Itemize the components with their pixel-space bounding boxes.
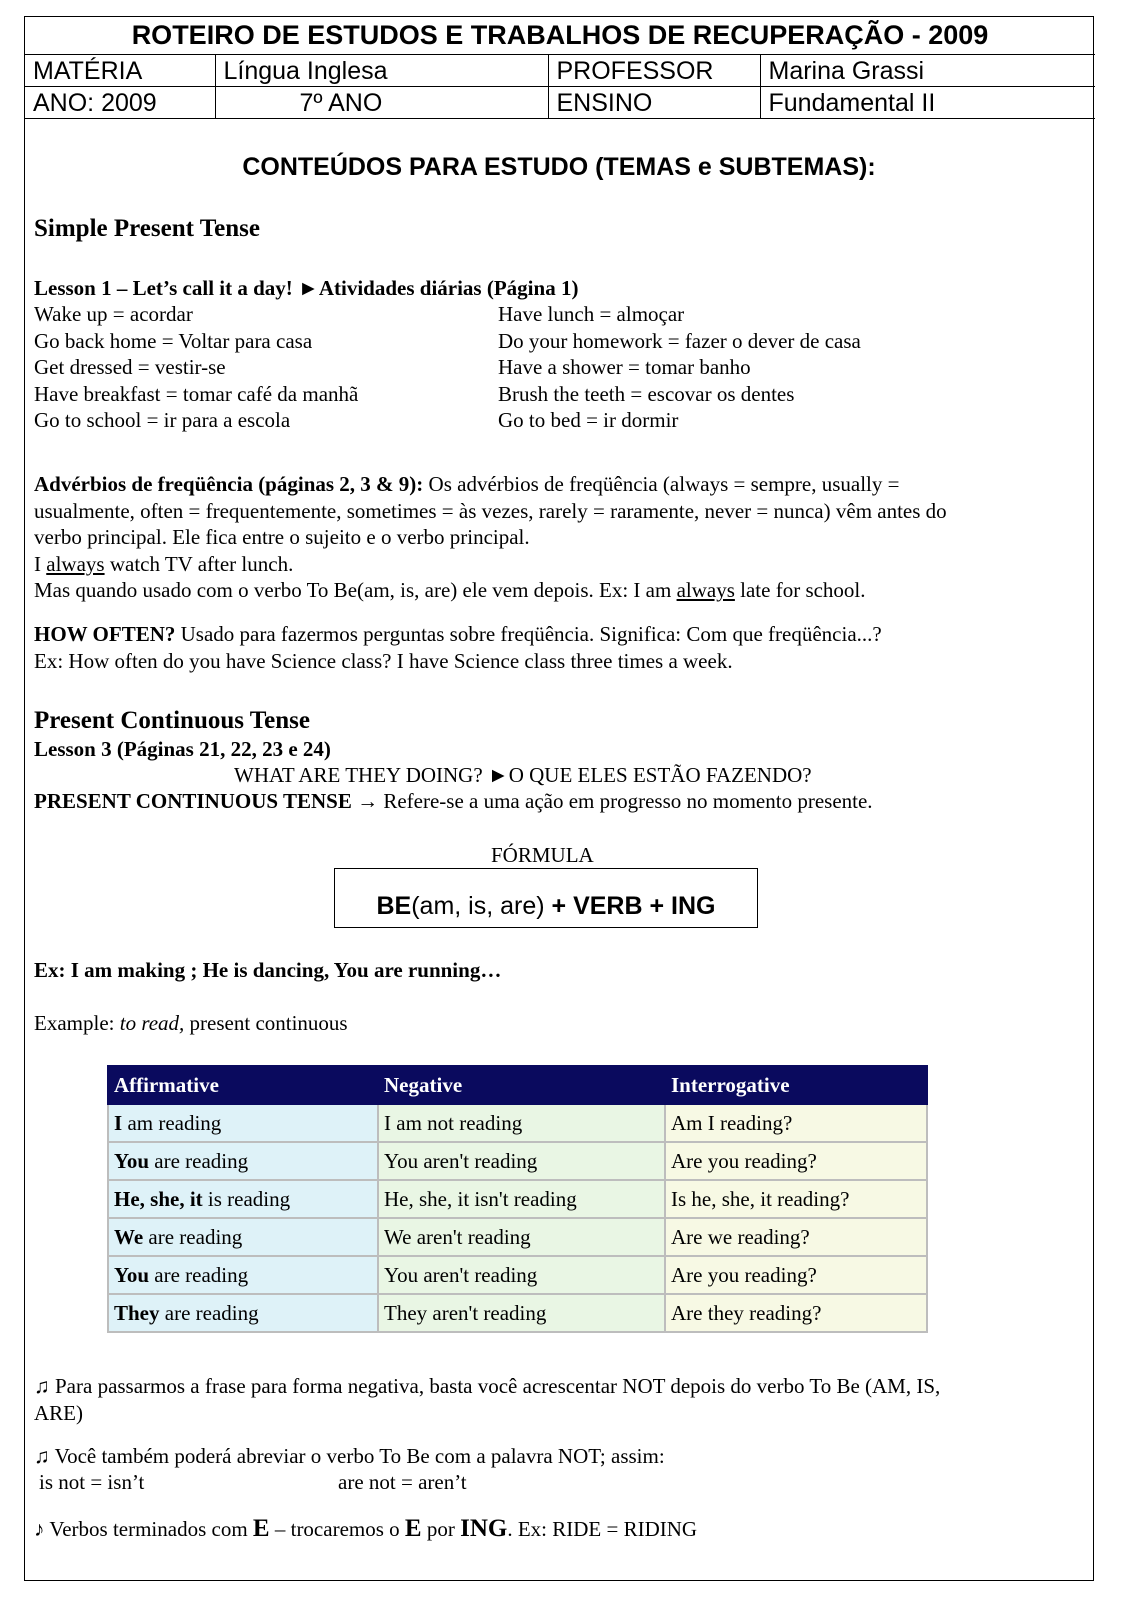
verb-phrase: are reading — [143, 1224, 243, 1249]
document-title: ROTEIRO DE ESTUDOS E TRABALHOS DE RECUPERAÇÃO - 2009 — [25, 17, 1095, 55]
interrogative-cell: Are they reading? — [665, 1294, 927, 1332]
formula-rest: + VERB + ING — [544, 892, 716, 920]
example-text: late for school. — [734, 578, 866, 602]
example-text: present continuous — [184, 1011, 348, 1035]
ensino-value: Fundamental II — [760, 87, 1095, 119]
subject: You — [114, 1262, 150, 1287]
vocab-left-list — [34, 301, 358, 434]
adverbs-text: usualmente, often = frequentemente, sometimes = às vezes, rarely = raramente, never = nunca) vêm antes do — [34, 498, 947, 523]
letter-e: E — [252, 1515, 270, 1542]
note-ing-rule — [34, 1516, 697, 1543]
example-text: Example: — [34, 1011, 120, 1035]
present-continuous-heading: Present Continuous Tense — [34, 707, 310, 734]
header-affirmative: Affirmative — [108, 1066, 378, 1104]
note-text: . Ex: RIDE = RIDING — [507, 1517, 698, 1541]
affirmative-cell — [108, 1104, 378, 1142]
note-text: por — [421, 1517, 461, 1541]
negative-cell: You aren't reading — [378, 1142, 665, 1180]
example-text: watch TV after lunch. — [104, 551, 294, 576]
note-text: ♪ Verbos terminados com — [34, 1517, 253, 1541]
adverbs-text: verbo principal. Ele fica entre o sujeito e o verbo principal. — [34, 525, 530, 549]
ano-label: ANO: 2009 — [25, 87, 215, 119]
affirmative-cell — [108, 1256, 378, 1294]
subject: You — [114, 1148, 150, 1173]
simple-present-heading: Simple Present Tense — [34, 215, 260, 242]
materia-value: Língua Inglesa — [215, 55, 548, 87]
subject: I — [114, 1110, 123, 1135]
interrogative-cell: Are we reading? — [665, 1218, 927, 1256]
subject: We — [114, 1224, 144, 1249]
how-often-text: Usado para fazermos perguntas sobre freqüência. Significa: Com que freqüência...? — [175, 622, 882, 646]
interrogative-cell: Are you reading? — [665, 1256, 927, 1294]
negative-cell: I am not reading — [378, 1104, 665, 1142]
how-often-example: Ex: How often do you have Science class? I have Science class three times a week. — [34, 648, 733, 673]
vocab-item: Brush the teeth = escovar os dentes — [498, 381, 795, 406]
contraction-are-not: are not = aren’t — [338, 1470, 467, 1494]
vocab-item: Do your homework = fazer o dever de casa — [498, 328, 861, 353]
affirmative-cell — [108, 1294, 378, 1332]
adverbs-paragraph — [34, 471, 947, 604]
vocab-item: Go to bed = ir dormir — [498, 408, 679, 432]
document-page — [24, 16, 1094, 1581]
adverbs-heading: Advérbios de freqüência (páginas 2, 3 & 9): — [34, 472, 424, 496]
lesson3-heading: Lesson 3 (Páginas 21, 22, 23 e 24) — [34, 737, 331, 761]
table-row — [108, 1294, 927, 1332]
example-text: Mas quando usado com o verbo To Be(am, is, are) ele vem depois. Ex: I am — [34, 578, 677, 602]
verb-phrase: are reading — [159, 1300, 259, 1325]
header-table — [25, 17, 1095, 119]
subject: They — [114, 1300, 160, 1325]
note-text: – trocaremos o — [269, 1517, 405, 1541]
note-contraction — [34, 1443, 665, 1470]
materia-label: MATÉRIA — [25, 55, 215, 87]
negative-cell: He, she, it isn't reading — [378, 1180, 665, 1218]
interrogative-cell: Is he, she, it reading? — [665, 1180, 927, 1218]
lesson1-heading: Lesson 1 – Let’s call it a day! ►Atividades diárias (Página 1) — [34, 276, 579, 300]
table-row — [108, 1142, 927, 1180]
ano-value: 7º ANO — [215, 87, 548, 119]
note-negative — [34, 1373, 940, 1426]
header-interrogative: Interrogative — [665, 1066, 927, 1104]
note-text: ARE) — [34, 1400, 83, 1425]
professor-value: Marina Grassi — [760, 55, 1095, 87]
interrogative-cell: Are you reading? — [665, 1142, 927, 1180]
suffix-ing: ING — [460, 1515, 508, 1542]
ensino-label: ENSINO — [548, 87, 760, 119]
examples-line: Ex: I am making ; He is dancing, You are running… — [34, 958, 502, 982]
vocab-right-list — [498, 301, 861, 434]
vocab-item: Go to school = ir para a escola — [34, 408, 291, 432]
verb-phrase: am reading — [122, 1110, 222, 1135]
table-row — [108, 1218, 927, 1256]
vocab-item: Go back home = Voltar para casa — [34, 328, 313, 353]
content-title: CONTEÚDOS PARA ESTUDO (TEMAS e SUBTEMAS): — [242, 153, 876, 181]
negative-cell: You aren't reading — [378, 1256, 665, 1294]
verb-phrase: are reading — [149, 1148, 249, 1173]
interrogative-cell: Am I reading? — [665, 1104, 927, 1142]
what-doing-line: WHAT ARE THEY DOING? ►O QUE ELES ESTÃO FAZENDO? — [234, 763, 812, 787]
table-row — [108, 1180, 927, 1218]
affirmative-cell — [108, 1218, 378, 1256]
adverbs-text: Os advérbios de freqüência (always = sempre, usually = — [423, 472, 900, 496]
affirmative-cell — [108, 1180, 378, 1218]
definition-term: PRESENT CONTINUOUS TENSE — [34, 789, 352, 813]
negative-cell: They aren't reading — [378, 1294, 665, 1332]
professor-label: PROFESSOR — [548, 55, 760, 87]
table-row — [108, 1104, 927, 1142]
verb-phrase: are reading — [149, 1262, 249, 1287]
definition-text: → Refere-se a uma ação em progresso no momento presente. — [351, 789, 873, 813]
example-read-line — [34, 1010, 348, 1037]
affirmative-cell — [108, 1142, 378, 1180]
how-often-heading: HOW OFTEN? — [34, 622, 176, 646]
vocab-item: Get dressed = vestir-se — [34, 355, 226, 379]
vocab-item: Have lunch = almoçar — [498, 302, 685, 326]
formula-paren: (am, is, are) — [411, 892, 545, 920]
table-header-row — [108, 1066, 927, 1104]
header-negative: Negative — [378, 1066, 665, 1104]
note-text: ♫ Para passarmos a frase para forma negativa, basta você acrescentar NOT depois do verbo To Be (AM, IS, — [34, 1374, 941, 1398]
definition-line — [34, 788, 873, 815]
formula-label: FÓRMULA — [491, 843, 594, 867]
note-text: ♫ Você também poderá abreviar o verbo To Be com a palavra NOT; assim: — [34, 1444, 665, 1468]
vocab-item: Have breakfast = tomar café da manhã — [34, 381, 359, 406]
formula-box — [334, 868, 758, 928]
negative-cell: We aren't reading — [378, 1218, 665, 1256]
letter-e: E — [404, 1515, 422, 1542]
subject: He, she, it — [114, 1186, 203, 1211]
vocab-item: Wake up = acordar — [34, 302, 193, 326]
vocab-item: Have a shower = tomar banho — [498, 355, 751, 379]
conjugation-table — [107, 1065, 928, 1333]
table-row — [108, 1256, 927, 1294]
underlined-adverb: always — [676, 578, 735, 602]
verb-phrase: is reading — [202, 1186, 291, 1211]
example-verb: to read, — [119, 1011, 185, 1035]
underlined-adverb: always — [46, 551, 105, 576]
example-text: I — [34, 551, 47, 576]
how-often-paragraph — [34, 621, 882, 674]
formula-be: BE — [376, 892, 412, 920]
contraction-is-not: is not = isn’t — [39, 1470, 145, 1494]
